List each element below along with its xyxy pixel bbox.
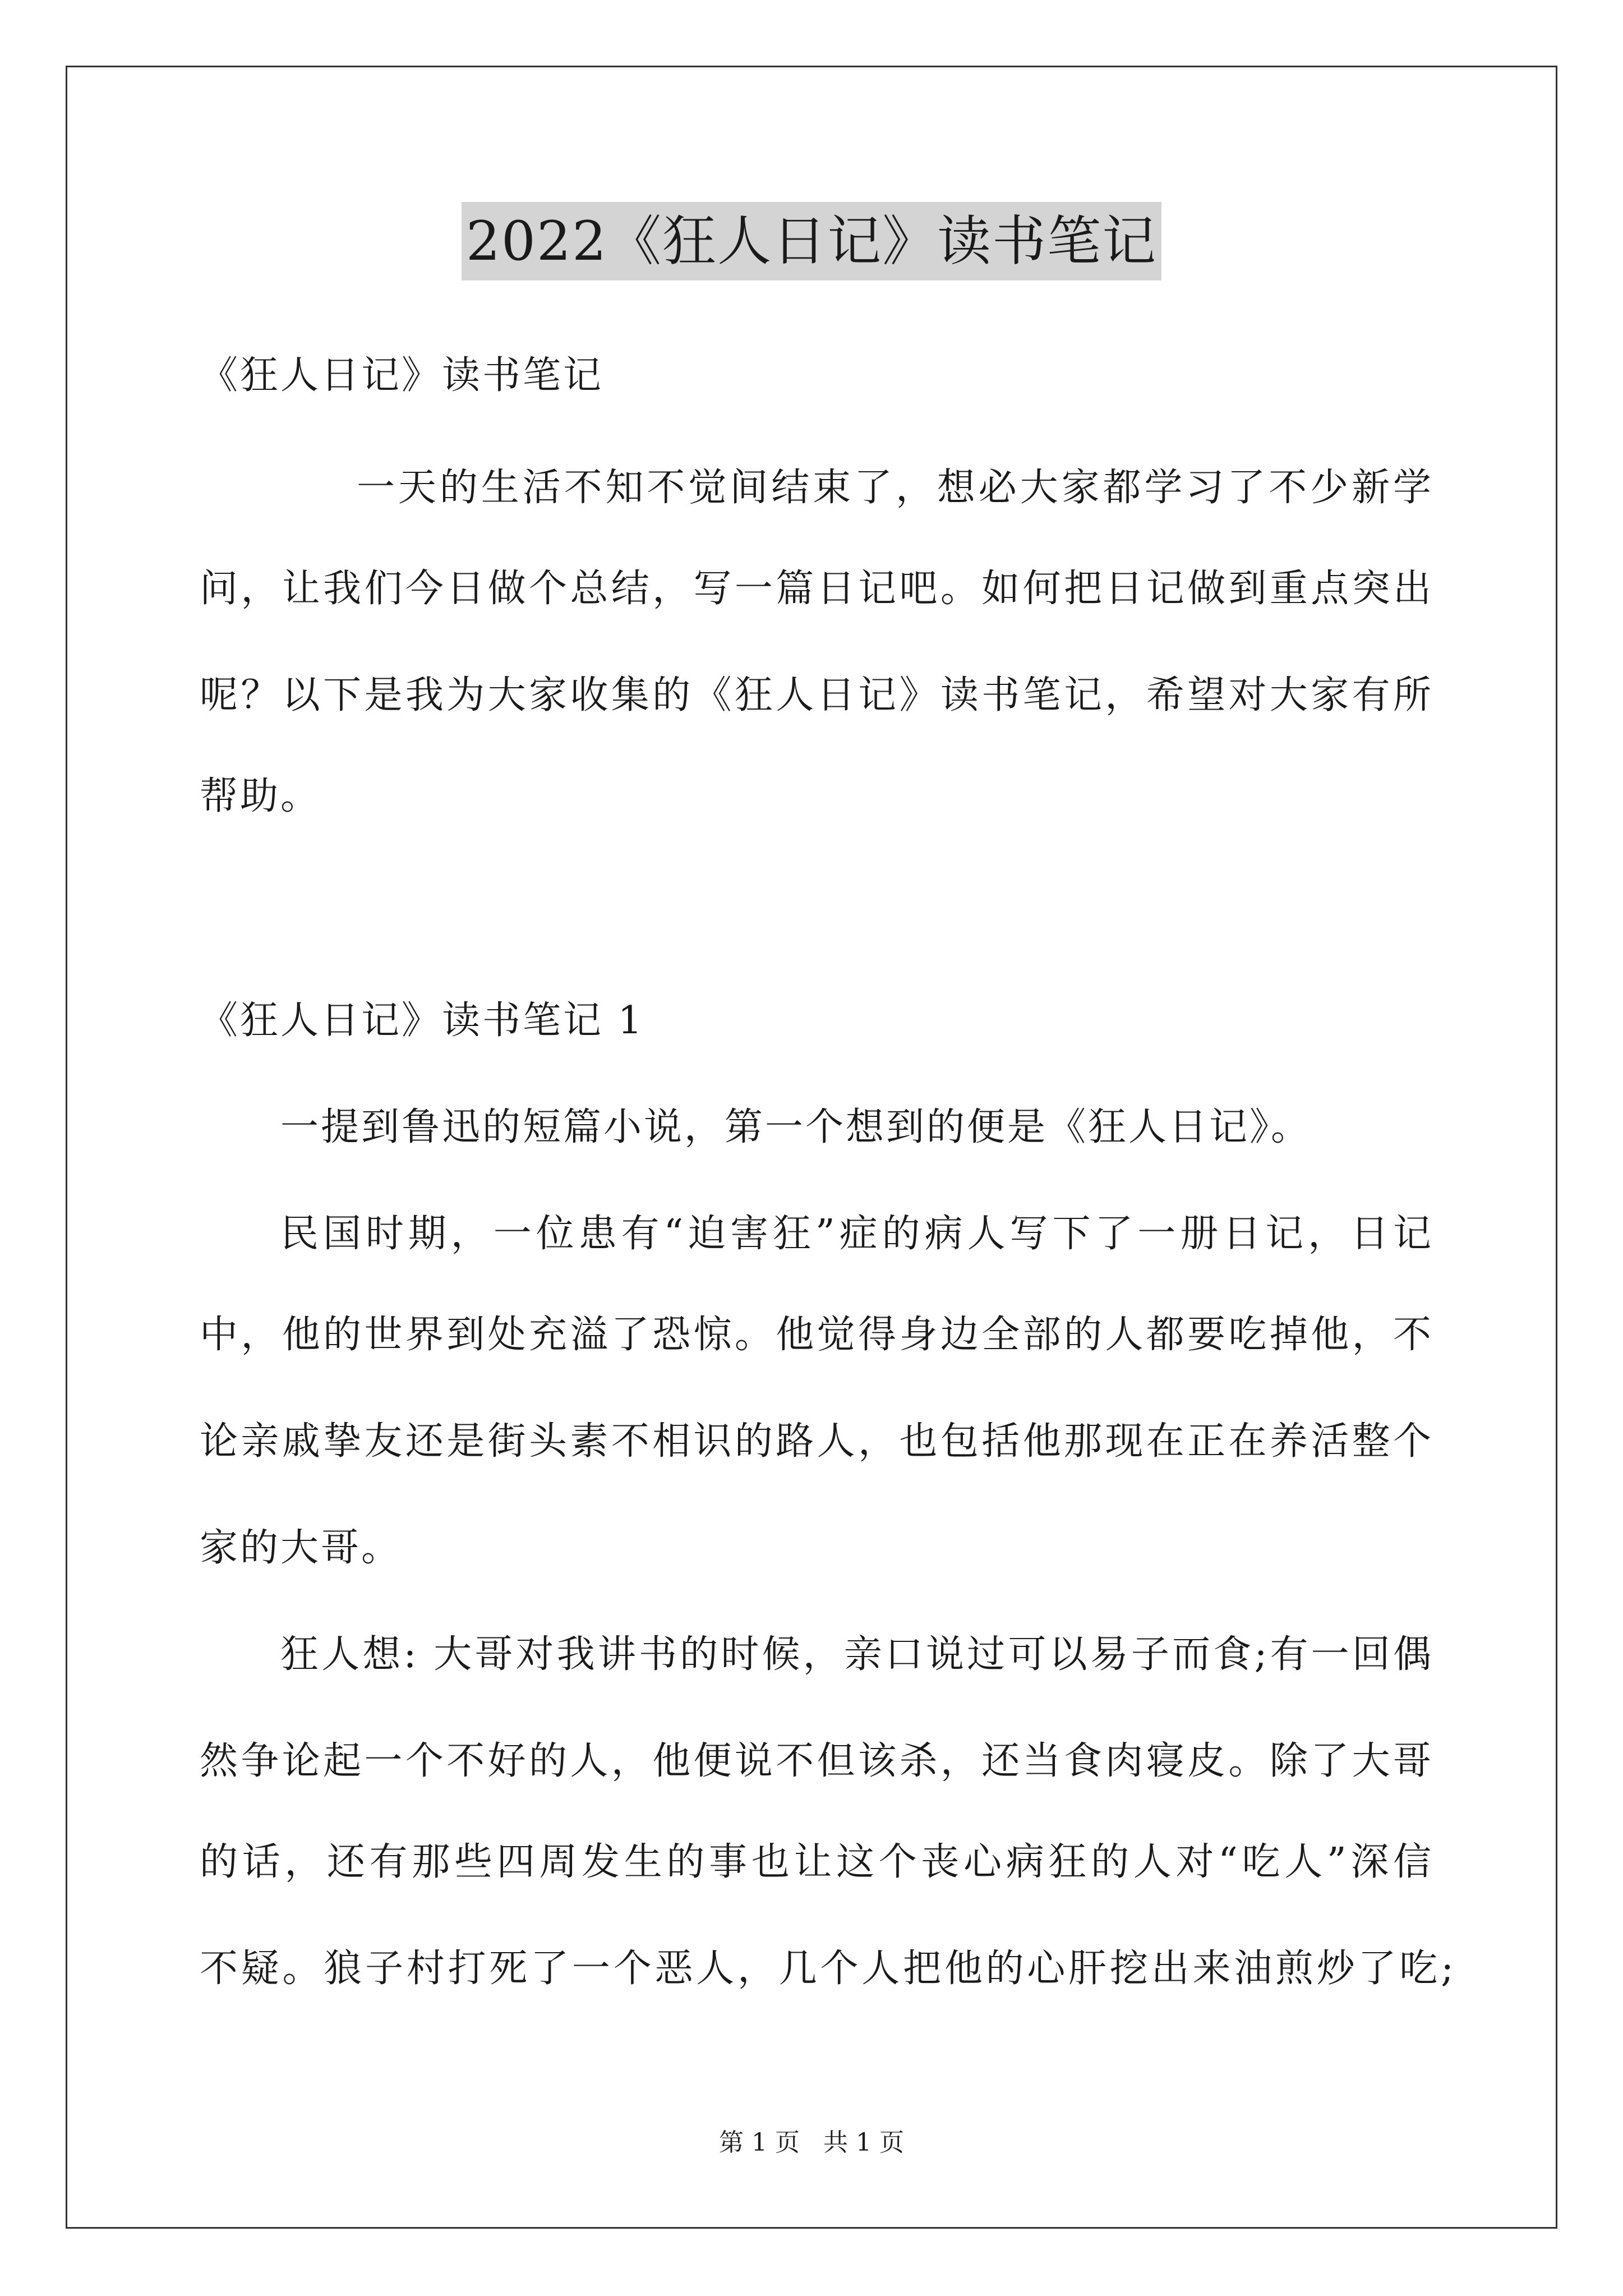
paragraph-2-line-4: 家的大哥。 — [200, 1526, 402, 1570]
page-total: 共 1 页 — [823, 2128, 904, 2157]
intro-line-3: 呢？以下是我为大家收集的《狂人日记》读书笔记，希望对大家有所 — [200, 673, 1433, 717]
title-container — [0, 202, 1623, 280]
paragraph-2-line-1: 民国时期，一位患有“迫害狂”症的病人写下了一册日记，日记 — [280, 1212, 1433, 1256]
page-number: 第 1 页 — [719, 2128, 800, 2157]
document-subtitle: 《狂人日记》读书笔记 — [200, 353, 604, 398]
paragraph-2-line-3: 论亲戚挚友还是街头素不相识的路人，也包括他那现在正在养活整个 — [200, 1419, 1433, 1464]
paragraph-3-line-2: 然争论起一个不好的人，他便说不但该杀，还当食肉寝皮。除了大哥 — [200, 1739, 1433, 1783]
paragraph-3-line-3: 的话，还有那些四周发生的事也让这个丧心病狂的人对“吃人”深信 — [200, 1840, 1433, 1884]
paragraph-2-line-2: 中，他的世界到处充溢了恐惊。他觉得身边全部的人都要吃掉他，不 — [200, 1313, 1433, 1357]
intro-line-2: 问，让我们今日做个总结，写一篇日记吧。如何把日记做到重点突出 — [200, 567, 1433, 611]
document-title: 2022《狂人日记》读书笔记 — [462, 202, 1161, 280]
intro-line-1: 一天的生活不知不觉间结束了，想必大家都学习了不少新学 — [357, 466, 1433, 510]
intro-line-4: 帮助。 — [200, 774, 321, 818]
paragraph-3-line-1: 狂人想: 大哥对我讲书的时候，亲口说过可以易子而食;有一回偶 — [280, 1632, 1434, 1677]
section-heading: 《狂人日记》读书笔记 1 — [200, 999, 644, 1043]
paragraph-3-line-4: 不疑。狼子村打死了一个恶人，几个人把他的心肝挖出来油煎炒了吃; — [200, 1947, 1456, 1991]
paragraph-1: 一提到鲁迅的短篇小说，第一个想到的便是《狂人日记》。 — [280, 1105, 1312, 1149]
page-footer — [0, 2126, 1623, 2160]
